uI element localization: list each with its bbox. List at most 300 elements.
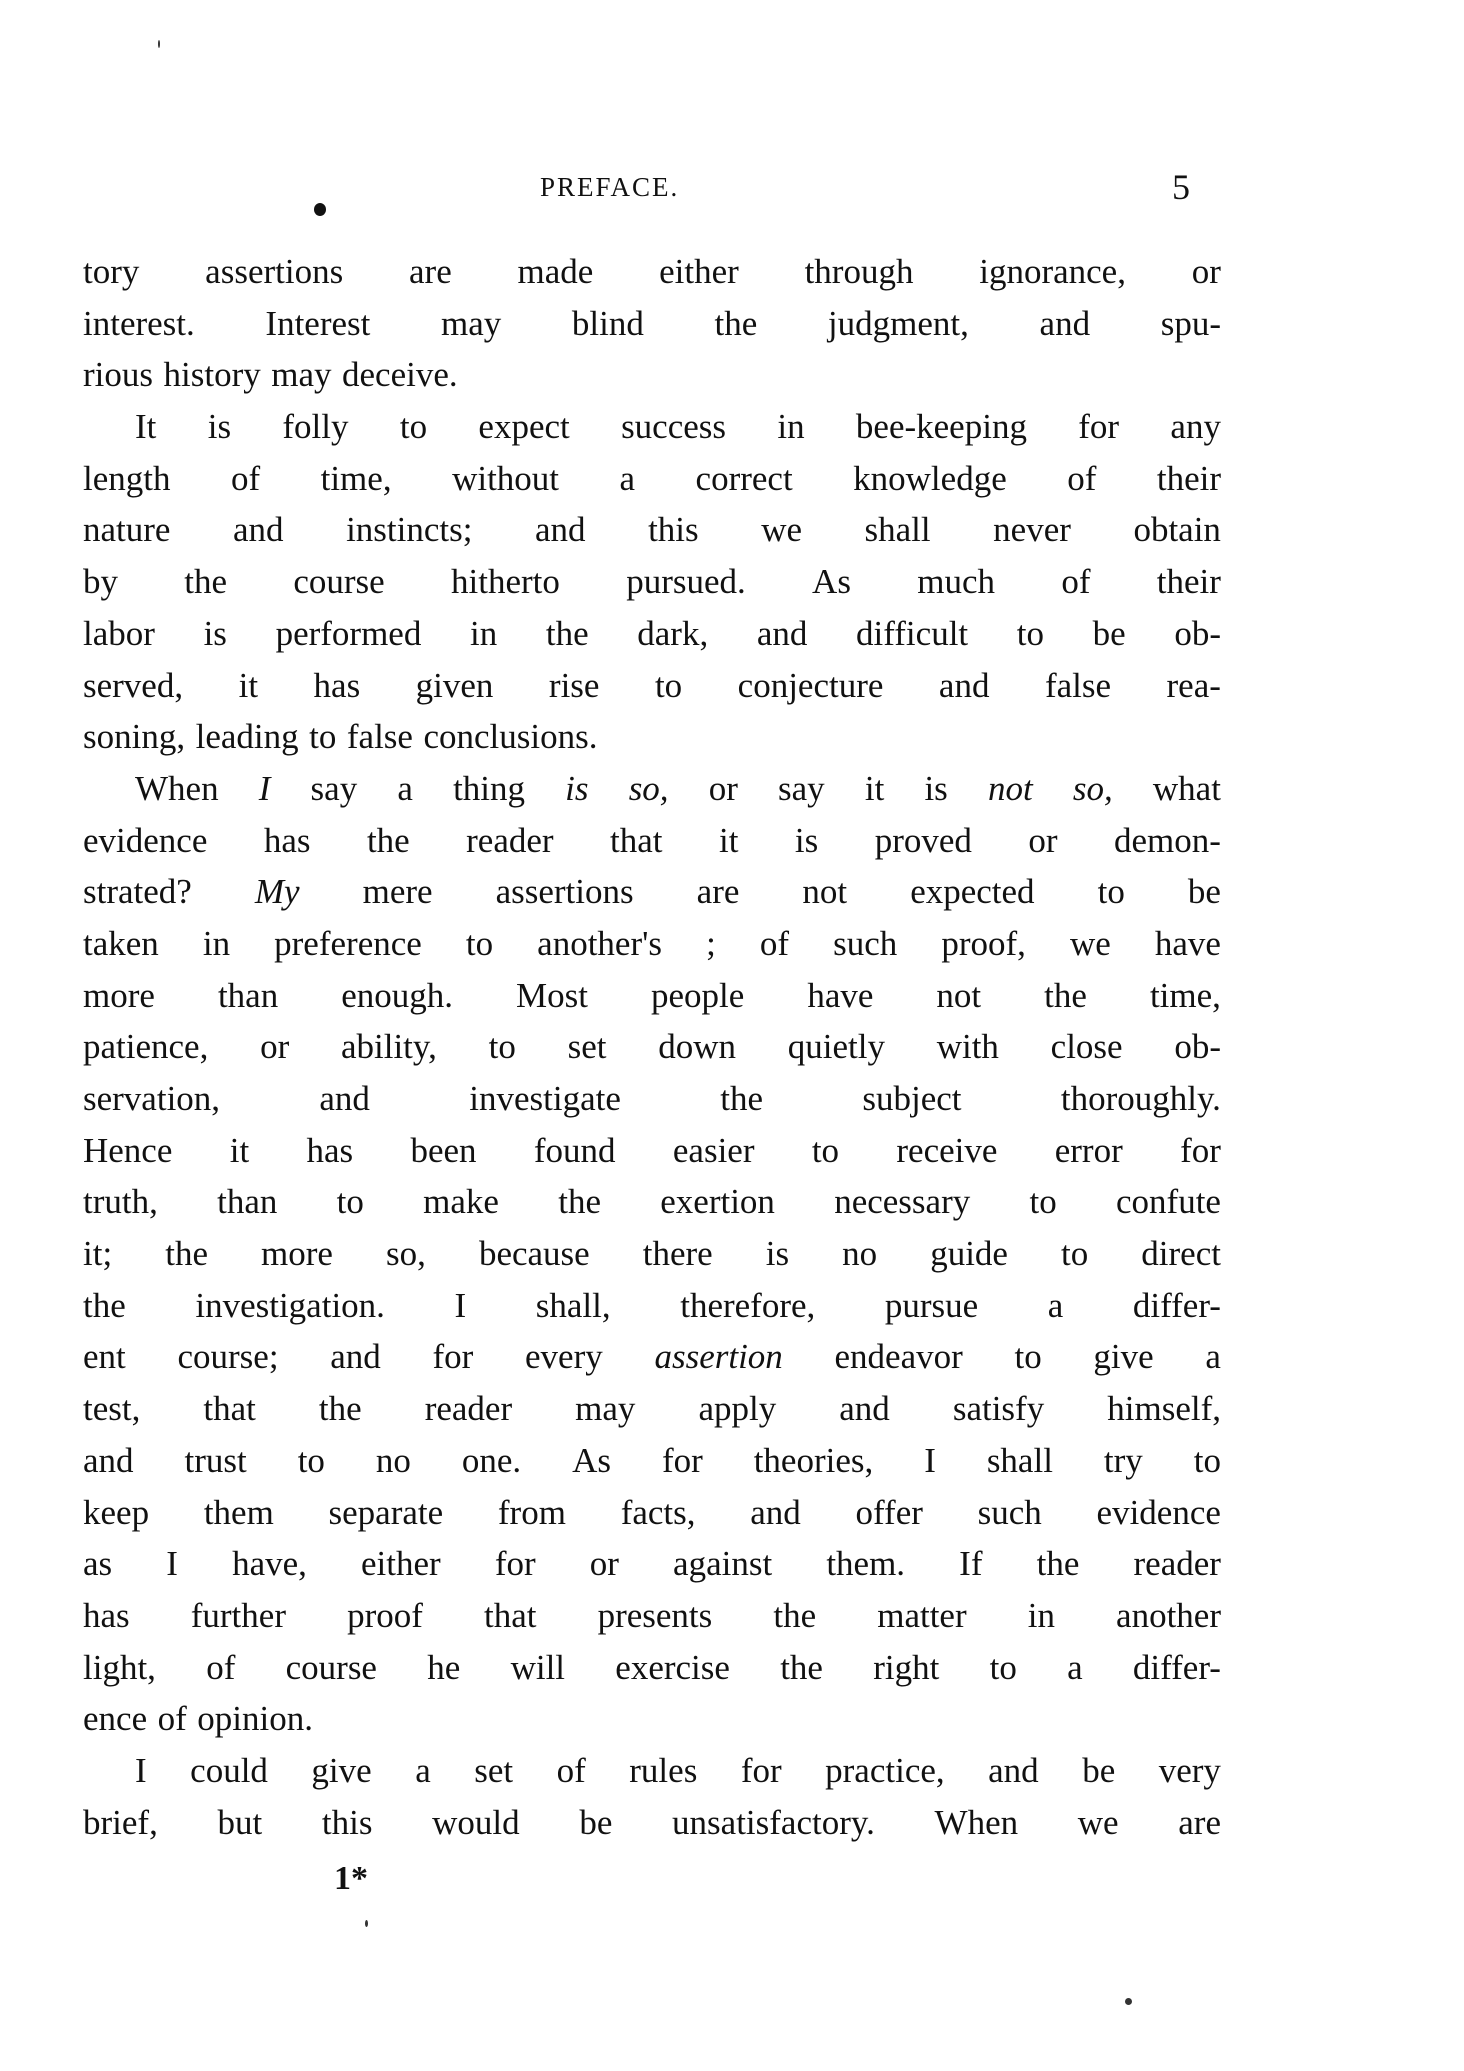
text-line [83, 246, 1221, 298]
word: thoroughly. [1060, 1079, 1221, 1118]
word: of [230, 458, 261, 498]
word: preference [274, 923, 422, 963]
word: rea- [1166, 665, 1221, 705]
word: quietly [787, 1027, 885, 1067]
word: to [465, 923, 494, 963]
word: assertions [205, 252, 344, 291]
word: differ- [1132, 1647, 1221, 1687]
word: have, [232, 1544, 307, 1584]
word: evidence [83, 820, 208, 860]
word: has [306, 1130, 354, 1170]
word: mere [362, 872, 433, 912]
word: trust [184, 1440, 247, 1480]
word: direct [1141, 1234, 1221, 1274]
italic-word: not [987, 768, 1033, 808]
word: in [1027, 1595, 1055, 1635]
word: it; [83, 1234, 113, 1274]
word: and [750, 1492, 801, 1532]
text-line [83, 918, 1221, 970]
word: subject [862, 1079, 962, 1118]
word: with [936, 1027, 999, 1067]
word: pursue [884, 1285, 979, 1325]
word: exertion [660, 1182, 775, 1222]
word: correct [695, 458, 793, 498]
word: found [533, 1130, 616, 1170]
word: a [619, 458, 636, 498]
word: conclusions. [423, 717, 598, 757]
word: have [1154, 923, 1221, 963]
word: the [165, 1234, 208, 1274]
word: folly [282, 407, 349, 447]
word: the [558, 1182, 601, 1222]
word: served, [83, 665, 184, 705]
word: to [1193, 1440, 1221, 1480]
word: that [483, 1595, 537, 1635]
word: and [1039, 303, 1091, 343]
word: guide [930, 1234, 1008, 1274]
text-line [83, 1073, 1221, 1125]
word: than [217, 1182, 278, 1222]
word: either [659, 252, 739, 291]
italic-word: is [565, 768, 589, 808]
word: practice, [825, 1750, 945, 1790]
word: for [1180, 1130, 1221, 1170]
word: more [261, 1234, 333, 1274]
word: but [217, 1802, 263, 1842]
word: to [1014, 1337, 1042, 1377]
word: it [864, 768, 885, 808]
text-line [83, 1280, 1221, 1332]
word: never [993, 510, 1071, 550]
word: against [673, 1544, 773, 1584]
word: to [297, 1440, 325, 1480]
word: or [708, 768, 738, 808]
text-line [83, 815, 1221, 867]
word: apply [698, 1389, 777, 1429]
word: a [397, 768, 413, 808]
word: what [1152, 768, 1221, 808]
word: that [610, 820, 663, 860]
word: no [842, 1234, 878, 1274]
word: could [190, 1750, 268, 1790]
body-text [83, 246, 1221, 1848]
word: shall [864, 510, 931, 550]
word: to [1016, 613, 1045, 653]
word: has [313, 665, 361, 705]
word: conjecture [737, 665, 884, 705]
word: more [83, 975, 155, 1015]
word: try [1103, 1440, 1143, 1480]
word: presents [597, 1595, 713, 1635]
speck [1125, 1998, 1132, 2005]
word: keep [83, 1492, 150, 1532]
word: obtain [1133, 510, 1221, 550]
word: proof, [941, 923, 1026, 963]
word: time, [1149, 975, 1221, 1015]
word: a [1205, 1337, 1221, 1377]
word: assertions [495, 872, 634, 912]
word: and [330, 1337, 381, 1377]
word: this [648, 510, 699, 550]
word: and [839, 1389, 890, 1429]
word: dark, [637, 613, 709, 653]
word: has [83, 1595, 130, 1635]
word: separate [328, 1492, 444, 1532]
word: truth, [83, 1182, 158, 1222]
word: easier [672, 1130, 755, 1170]
word: any [1170, 407, 1221, 447]
text-line [83, 556, 1221, 608]
word: from [497, 1492, 566, 1532]
word: he [427, 1647, 461, 1687]
word: the [780, 1647, 823, 1687]
word: or [1028, 820, 1058, 860]
word: the [773, 1595, 817, 1635]
word: theories, [753, 1440, 874, 1480]
word: set [567, 1027, 607, 1067]
word: test, [83, 1389, 141, 1429]
word: brief, [83, 1802, 158, 1842]
word: or [260, 1027, 290, 1067]
word: instincts; [346, 510, 473, 550]
word: bee-keeping [855, 407, 1027, 447]
word: will [510, 1647, 566, 1687]
text-line [83, 453, 1221, 505]
word: opinion. [197, 1699, 313, 1739]
word: confute [1116, 1182, 1221, 1222]
word: not [802, 872, 848, 912]
word: leading [195, 717, 299, 757]
text-line [83, 1176, 1221, 1228]
word: shall [986, 1440, 1053, 1480]
word: As [812, 562, 851, 602]
text-line [83, 608, 1221, 660]
word: Hence [83, 1130, 173, 1170]
italic-word: My [254, 872, 300, 912]
word: them. [826, 1544, 906, 1584]
word: expected [910, 872, 1035, 912]
word: spu- [1160, 303, 1221, 343]
text-line [83, 298, 1221, 350]
word: no [375, 1440, 411, 1480]
word: to [399, 407, 428, 447]
word: false [1044, 665, 1112, 705]
text-line [83, 349, 1221, 401]
word: reader [1133, 1544, 1221, 1584]
word: for [740, 1750, 782, 1790]
word: right [873, 1647, 940, 1687]
word: ent [83, 1337, 126, 1377]
word: As [572, 1440, 611, 1480]
word: be [1092, 613, 1126, 653]
word: to [1061, 1234, 1089, 1274]
text-line [83, 763, 1221, 815]
word: receive [896, 1130, 998, 1170]
word: because [478, 1234, 590, 1274]
text-line [83, 1331, 1221, 1383]
word: is [207, 407, 232, 447]
text-line [83, 711, 1221, 763]
word: is [794, 820, 819, 860]
word: It [135, 407, 157, 447]
word: has [263, 820, 311, 860]
word: patience, [83, 1027, 209, 1067]
word: tory [83, 252, 140, 291]
word: a [415, 1750, 431, 1790]
word: therefore, [680, 1285, 816, 1325]
word: may [271, 355, 332, 395]
word: ignorance, [979, 252, 1126, 291]
text-line [83, 866, 1221, 918]
word: further [190, 1595, 286, 1635]
signature-mark: 1* [334, 1860, 368, 1897]
word: such [833, 923, 898, 963]
word: the [318, 1389, 362, 1429]
italic-word: I [258, 768, 271, 808]
word: facts, [620, 1492, 696, 1532]
word: pursued. [626, 562, 746, 602]
word: time, [320, 458, 392, 498]
word: their [1156, 458, 1221, 498]
word: down [658, 1027, 736, 1067]
word: taken [83, 923, 159, 963]
text-line [83, 1021, 1221, 1073]
word: for [432, 1337, 474, 1377]
word: course [293, 562, 385, 602]
word: servation, [83, 1079, 221, 1118]
word: in [202, 923, 231, 963]
word: by [83, 562, 118, 602]
text-line [83, 1797, 1221, 1849]
word: make [423, 1182, 499, 1222]
word: exercise [615, 1647, 730, 1687]
word: than [217, 975, 279, 1015]
word: given [415, 665, 494, 705]
word: matter [877, 1595, 967, 1635]
word: to [309, 717, 337, 757]
word: thing [453, 768, 526, 808]
word: course; [177, 1337, 279, 1377]
word: give [1093, 1337, 1154, 1377]
word: rise [548, 665, 600, 705]
text-line [83, 504, 1221, 556]
word: in [777, 407, 805, 447]
word: Most [516, 975, 588, 1015]
word: ob- [1174, 613, 1221, 653]
word: hitherto [451, 562, 560, 602]
word: investigation. [195, 1285, 385, 1325]
word: give [311, 1750, 372, 1790]
word: the [83, 1285, 126, 1325]
word: it [229, 1130, 250, 1170]
word: If [959, 1544, 983, 1584]
word: false [346, 717, 413, 757]
word: the [184, 562, 228, 602]
word: strated? [83, 872, 192, 912]
word: their [1156, 562, 1221, 602]
word: them [203, 1492, 274, 1532]
word: knowledge [853, 458, 1007, 498]
word: a [1067, 1647, 1083, 1687]
word: we [1069, 923, 1111, 963]
word: I [924, 1440, 936, 1480]
word: are [1178, 1802, 1221, 1842]
word: ability, [340, 1027, 437, 1067]
word: to [811, 1130, 840, 1170]
word: in [469, 613, 498, 653]
word: or [1191, 252, 1221, 291]
word: the [366, 820, 410, 860]
word: not [936, 975, 982, 1015]
word: differ- [1132, 1285, 1221, 1325]
word: is [765, 1234, 790, 1274]
word: and [535, 510, 586, 550]
word: so, [386, 1234, 426, 1274]
word: as [83, 1544, 113, 1584]
word: course [285, 1647, 377, 1687]
word: be [579, 1802, 613, 1842]
ink-dot [314, 203, 326, 216]
word: to [989, 1647, 1017, 1687]
word: soning, [83, 717, 186, 757]
word: performed [275, 613, 422, 653]
word: demon- [1113, 820, 1221, 860]
word: is [924, 768, 948, 808]
text-line [83, 1487, 1221, 1539]
text-line [83, 1383, 1221, 1435]
word: be [1082, 1750, 1116, 1790]
word: of [556, 1750, 586, 1790]
word: there [642, 1234, 713, 1274]
speck [158, 40, 160, 48]
word: Interest [265, 303, 371, 343]
word: without [452, 458, 560, 498]
word: ; [706, 923, 716, 963]
word: I [454, 1285, 467, 1325]
word: offer [855, 1492, 923, 1532]
word: we [761, 510, 802, 550]
word: this [321, 1802, 373, 1842]
word: is [203, 613, 227, 653]
word: a [1047, 1285, 1064, 1325]
word: for [494, 1544, 536, 1584]
word: history [163, 355, 261, 395]
word: been [410, 1130, 477, 1170]
word: reader [466, 820, 554, 860]
text-line [83, 970, 1221, 1022]
word: to [488, 1027, 516, 1067]
word: we [1077, 1802, 1119, 1842]
word: length [83, 458, 171, 498]
word: people [651, 975, 745, 1015]
word: and [319, 1079, 370, 1118]
word: it [718, 820, 739, 860]
word: to [1097, 872, 1125, 912]
word: to [336, 1182, 364, 1222]
word: say [310, 768, 358, 808]
word: of [1067, 458, 1097, 498]
text-line [83, 1435, 1221, 1487]
word: are [409, 252, 452, 291]
text-line [83, 1642, 1221, 1694]
word: proof [347, 1595, 423, 1635]
word: are [696, 872, 740, 912]
word: another's [537, 923, 663, 963]
word: to [654, 665, 683, 705]
text-line [83, 401, 1221, 453]
word: unsatisfactory. [672, 1802, 875, 1842]
word: endeavor [834, 1337, 963, 1377]
word: that [203, 1389, 256, 1429]
text-line [83, 1590, 1221, 1642]
word: every [525, 1337, 603, 1377]
text-line [83, 1745, 1221, 1797]
word: judgment, [827, 303, 969, 343]
word: evidence [1096, 1492, 1221, 1532]
word: the [1044, 975, 1087, 1015]
word: through [804, 252, 914, 291]
word: rules [629, 1750, 698, 1790]
word: investigate [469, 1079, 621, 1118]
word: the [545, 613, 589, 653]
word: be [1187, 872, 1221, 912]
word: made [517, 252, 594, 291]
word: for [661, 1440, 703, 1480]
italic-word: assertion [654, 1337, 783, 1377]
word: ob- [1174, 1027, 1221, 1067]
word: the [720, 1079, 764, 1118]
word: the [714, 303, 758, 343]
text-line [83, 1693, 1221, 1745]
word: would [432, 1802, 520, 1842]
word: rious [83, 355, 153, 395]
word: it [238, 665, 259, 705]
word: reader [424, 1389, 513, 1429]
word: nature [83, 510, 171, 550]
speck [365, 1920, 368, 1927]
word: enough. [341, 975, 454, 1015]
word: of [206, 1647, 236, 1687]
italic-word: so, [628, 768, 669, 808]
word: either [361, 1544, 441, 1584]
word: say [778, 768, 825, 808]
word: success [621, 407, 727, 447]
word: of [1061, 562, 1091, 602]
word: expect [478, 407, 570, 447]
word: and [232, 510, 284, 550]
word: or [589, 1544, 619, 1584]
word: and [756, 613, 808, 653]
word: very [1158, 1750, 1221, 1790]
word: light, [83, 1647, 156, 1687]
word: and [938, 665, 990, 705]
word: and [988, 1750, 1039, 1790]
word: to [1029, 1182, 1057, 1222]
word: deceive. [342, 355, 458, 395]
word: When [135, 768, 219, 808]
word: interest. [83, 303, 195, 343]
word: may [575, 1389, 636, 1429]
word: I [135, 1750, 147, 1790]
running-head: PREFACE. [540, 172, 680, 202]
word: one. [461, 1440, 522, 1480]
word: of [157, 1699, 187, 1739]
word: set [474, 1750, 514, 1790]
italic-word: so, [1072, 768, 1113, 808]
text-line [83, 1228, 1221, 1280]
word: another [1116, 1595, 1221, 1635]
word: satisfy [952, 1389, 1045, 1429]
